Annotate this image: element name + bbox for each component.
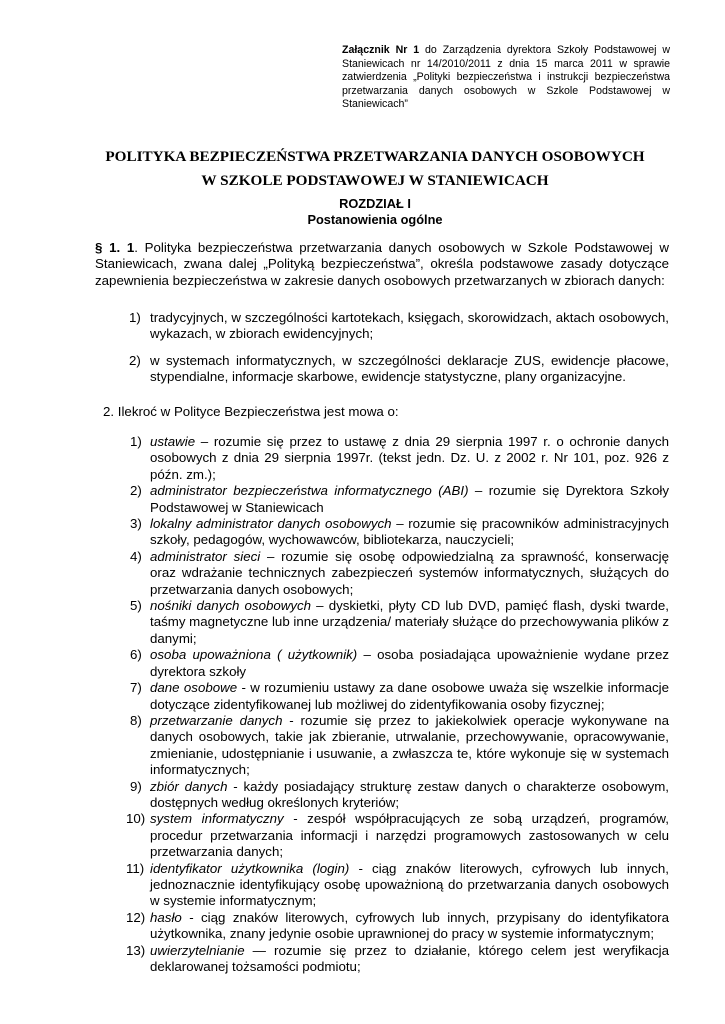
- list-item-text: w systemach informatycznych, w szczególności deklaracje ZUS, ewidencje płacowe, stypendialne, informacje skarbowe, ewidencje statystyczne, plany organizacyjne.: [150, 352, 669, 385]
- definition-item: [95, 943, 669, 976]
- definition-number: 10): [126, 811, 146, 827]
- definition-term: dane osobowe: [150, 680, 238, 696]
- definition-term: administrator bezpieczeństwa informatycznego (ABI): [150, 483, 469, 499]
- section-1-number: § 1. 1: [95, 240, 135, 255]
- section-1-text: . Polityka bezpieczeństwa przetwarzania danych osobowych w Szkole Podstawowej w Staniewicach, zwana dalej „Polityką bezpieczeństwa”, określa podstawowe zasady dotyczące zapewnienia bezpieczeństwa w zakresie danych osobowych przetwarzanych w zbiorach danych:: [95, 240, 669, 288]
- definition-number: 2): [130, 483, 142, 499]
- section-1-paragraph: [95, 240, 669, 289]
- definition-item: [95, 713, 669, 779]
- definition-term: przetwarzanie danych: [150, 712, 283, 728]
- definition-term: system informatyczny: [150, 811, 284, 827]
- definition-term: administrator sieci: [150, 548, 261, 564]
- definition-term: uwierzytelnianie: [150, 942, 245, 958]
- definition-item: [95, 483, 669, 516]
- definition-text: – dyskietki, płyty CD lub DVD, pamięć flash, dyski twarde, taśmy magnetyczne lub inne urządzenia/ materiały służące do przechowywania plików z danymi;: [150, 598, 669, 646]
- definition-item: [95, 434, 669, 483]
- section-2-intro: 2. Ilekroć w Polityce Bezpieczeństwa jest mowa o:: [103, 404, 399, 419]
- definition-item: [95, 680, 669, 713]
- definition-term: osoba upoważniona ( użytkownik): [150, 647, 358, 663]
- chapter-label: ROZDZIAŁ I: [339, 196, 411, 211]
- definition-text: — rozumie się przez to działanie, którego celem jest weryfikacja deklarowanej tożsamości podmiotu;: [150, 942, 669, 974]
- list-item-text: tradycyjnych, w szczególności kartotekach, księgach, skorowidzach, aktach osobowych, wykazach, w zbiorach ewidencyjnych;: [150, 310, 669, 342]
- definition-number: 11): [126, 860, 145, 876]
- list-item-number: 2): [129, 352, 141, 368]
- definition-term: identyfikator użytkownika (login): [150, 860, 350, 876]
- definition-term: nośniki danych osobowych: [150, 598, 312, 614]
- list-item: [95, 353, 669, 386]
- definitions-list: [95, 434, 669, 975]
- definition-text: - ciąg znaków literowych, cyfrowych lub innych, jednoznacznie identyfikujący osobę upoważnioną do przetwarzania danych osobowych w systemie informatycznym;: [150, 860, 669, 909]
- definition-term: lokalny administrator danych osobowych: [150, 516, 392, 532]
- annex-text: do Zarządzenia dyrektora Szkoły Podstawowej w Staniewicach nr 14/2010/2011 z dnia 15 marca 2011 w sprawie zatwierdzenia „Polityki bezpieczeństwa i instrukcji bezpieczeństwa przetwarzania danych osobowych w Szkole Podstawowej w Staniewicach”: [342, 44, 670, 110]
- list-item-number: 1): [129, 310, 141, 325]
- definition-number: 3): [130, 516, 142, 532]
- definition-item: [95, 910, 669, 943]
- definition-term: zbiór danych: [150, 778, 228, 794]
- list-item: [95, 310, 669, 343]
- chapter-name: Postanowienia ogólne: [307, 212, 443, 227]
- document-title-line-1: POLITYKA BEZPIECZEŃSTWA PRZETWARZANIA DANYCH OSOBOWYCH: [105, 148, 645, 165]
- definition-number: 12): [126, 909, 146, 925]
- definition-item: [95, 516, 669, 549]
- definition-number: 9): [130, 778, 142, 794]
- definition-text: – rozumie się pracowników administracyjnych szkoły, pedagogów, wychowawców, bibliotekarza, nauczycieli;: [150, 516, 669, 548]
- definition-text: – rozumie się Dyrektora Szkoły Podstawowej w Staniewicach: [150, 483, 669, 515]
- definition-text: - każdy posiadający strukturę zestaw danych o charakterze osobowym, dostępnych według określonych kryteriów;: [150, 778, 669, 810]
- definition-term: hasło: [150, 909, 182, 925]
- definition-text: – osoba posiadająca upoważnienie wydane przez dyrektora szkoły: [150, 647, 669, 679]
- definition-text: - zespół współpracujących ze sobą urządzeń, programów, procedur przetwarzania informacji i narzędzi programowych zastosowanych w celu przetwarzania danych;: [150, 811, 669, 860]
- definition-number: 13): [126, 942, 146, 958]
- definition-text: - rozumie się przez to jakiekolwiek operacje wykonywane na danych osobowych, takie jak zbieranie, utrwalanie, przechowywanie, opracowywanie, zmienianie, udostępnianie i usuwanie, a zwłaszcza te, które wykonuje się w systemach informatycznych;: [150, 712, 669, 778]
- definition-number: 8): [130, 712, 142, 728]
- annex-label: Załącznik Nr 1: [342, 44, 420, 56]
- definition-item: [95, 811, 669, 860]
- definition-number: 5): [130, 598, 142, 614]
- definition-text: - w rozumieniu ustawy za dane osobowe uważa się wszelkie informacje dotyczące zidentyfikowanej lub możliwej do zidentyfikowania osoby fizycznej;: [150, 680, 669, 712]
- section-1-list: [95, 310, 669, 396]
- annex-note: [342, 44, 670, 112]
- definition-item: [95, 598, 669, 647]
- definition-number: 1): [130, 434, 142, 449]
- definition-number: 4): [130, 548, 142, 564]
- definition-item: [95, 549, 669, 598]
- definition-term: ustawie: [150, 434, 196, 449]
- definition-number: 7): [130, 680, 142, 696]
- definition-number: 6): [130, 647, 142, 663]
- definition-text: – rozumie się przez to ustawę z dnia 29 sierpnia 1997 r. o ochronie danych osobowych z dnia 29 sierpnia 1997r. (tekst jedn. Dz. U. z 2002 r. Nr 101, poz. 926 z późn. zm.);: [150, 434, 669, 482]
- definition-item: [95, 861, 669, 910]
- definition-item: [95, 779, 669, 812]
- definition-item: [95, 647, 669, 680]
- definition-text: – rozumie się osobę odpowiedzialną za sprawność, konserwację oraz wdrażanie technicznych zabezpieczeń systemów informatycznych, służących do przetwarzania danych osobowych;: [150, 548, 670, 597]
- definition-text: - ciąg znaków literowych, cyfrowych lub innych, przypisany do identyfikatora użytkownika, znany jedynie osobie uprawnionej do pracy w systemie informatycznym;: [150, 909, 669, 942]
- document-title-line-2: W SZKOLE PODSTAWOWEJ W STANIEWICACH: [201, 172, 549, 189]
